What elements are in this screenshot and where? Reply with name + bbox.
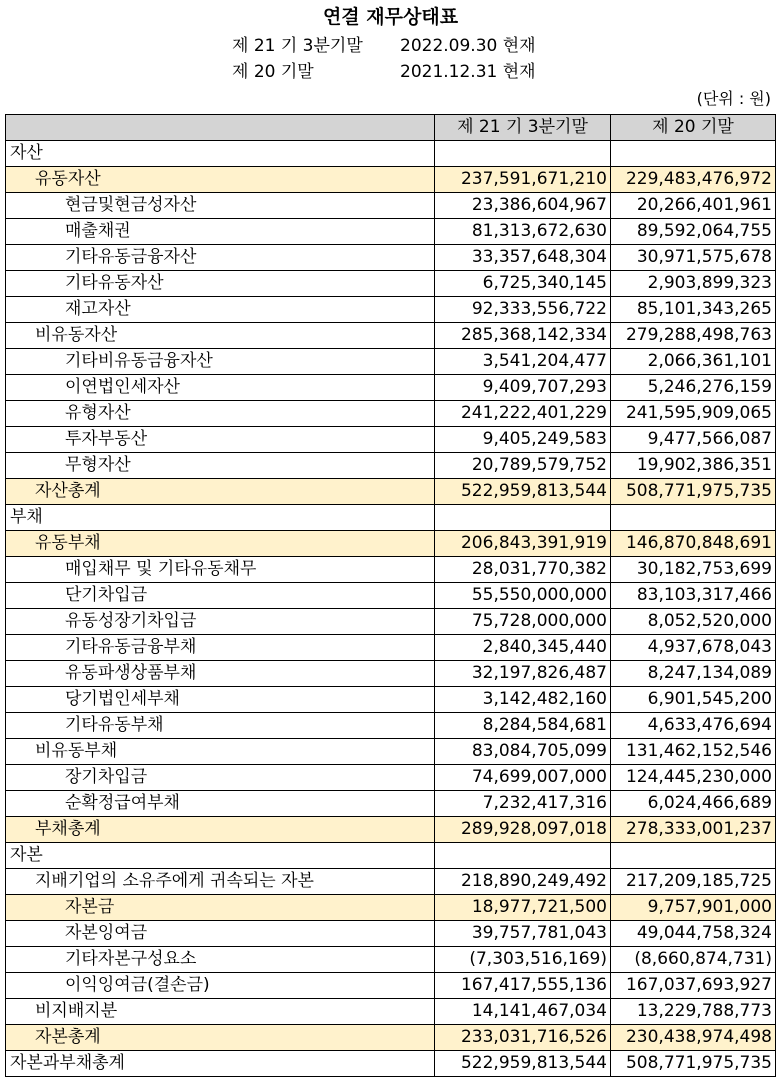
unit-label: (단위 : 원): [696, 89, 771, 108]
account-name: 투자부동산: [6, 427, 435, 453]
table-row: [6, 817, 776, 843]
current-period-amount: 23,386,604,967: [435, 193, 611, 219]
prior-period-amount: [611, 843, 776, 869]
current-period-amount: 285,368,142,334: [435, 323, 611, 349]
table-body: [6, 141, 776, 1077]
prior-period-amount: 5,246,276,159: [611, 375, 776, 401]
prior-period-amount: 4,937,678,043: [611, 635, 776, 661]
current-period-amount: 28,031,770,382: [435, 557, 611, 583]
current-period-amount: 20,789,579,752: [435, 453, 611, 479]
table-row: [6, 427, 776, 453]
balance-sheet-table: [5, 114, 776, 1077]
prior-period-amount: 241,595,909,065: [611, 401, 776, 427]
table-row: [6, 713, 776, 739]
prior-period-amount: (8,660,874,731): [611, 947, 776, 973]
account-name: 당기법인세부채: [6, 687, 435, 713]
prior-period-amount: 89,592,064,755: [611, 219, 776, 245]
period-current: [232, 34, 536, 58]
current-period-amount: 92,333,556,722: [435, 297, 611, 323]
current-period-amount: (7,303,516,169): [435, 947, 611, 973]
table-row: [6, 1025, 776, 1051]
table-row: [6, 921, 776, 947]
prior-period-amount: 19,902,386,351: [611, 453, 776, 479]
account-name: 자본: [6, 843, 435, 869]
account-name: 자본잉여금: [6, 921, 435, 947]
prior-period-amount: [611, 141, 776, 167]
prior-period-amount: 131,462,152,546: [611, 739, 776, 765]
account-name: 부채총계: [6, 817, 435, 843]
statement-title: 연결 재무상태표: [322, 6, 459, 28]
table-row: [6, 635, 776, 661]
table-row: [6, 687, 776, 713]
prior-period-amount: 83,103,317,466: [611, 583, 776, 609]
current-period-amount: 167,417,555,136: [435, 973, 611, 999]
account-name: 기타유동자산: [6, 271, 435, 297]
prior-period-amount: 8,052,520,000: [611, 609, 776, 635]
current-period-amount: 233,031,716,526: [435, 1025, 611, 1051]
prior-period-amount: 2,903,899,323: [611, 271, 776, 297]
account-name: 유동자산: [6, 167, 435, 193]
account-name: 비유동자산: [6, 323, 435, 349]
current-period-amount: 75,728,000,000: [435, 609, 611, 635]
prior-period-amount: 20,266,401,961: [611, 193, 776, 219]
account-name: 이익잉여금(결손금): [6, 973, 435, 999]
period-prior: [232, 60, 536, 84]
account-name: 단기차입금: [6, 583, 435, 609]
table-row: [6, 609, 776, 635]
account-name: 자본총계: [6, 1025, 435, 1051]
current-period-amount: 289,928,097,018: [435, 817, 611, 843]
account-name: 무형자산: [6, 453, 435, 479]
current-period-amount: 39,757,781,043: [435, 921, 611, 947]
current-period-amount: 6,725,340,145: [435, 271, 611, 297]
column-header-account: [6, 115, 435, 141]
prior-period-amount: 508,771,975,735: [611, 479, 776, 505]
current-period-amount: 8,284,584,681: [435, 713, 611, 739]
account-name: 비지배지분: [6, 999, 435, 1025]
account-name: 기타자본구성요소: [6, 947, 435, 973]
table-row: [6, 973, 776, 999]
table-row: [6, 531, 776, 557]
account-name: 장기차입금: [6, 765, 435, 791]
account-name: 이연법인세자산: [6, 375, 435, 401]
account-name: 유형자산: [6, 401, 435, 427]
current-period-amount: 237,591,671,210: [435, 167, 611, 193]
prior-period-amount: 13,229,788,773: [611, 999, 776, 1025]
table-row: [6, 583, 776, 609]
table-row: [6, 297, 776, 323]
table-row: [6, 167, 776, 193]
table-row: [6, 141, 776, 167]
prior-period-amount: 30,971,575,678: [611, 245, 776, 271]
prior-period-amount: 4,633,476,694: [611, 713, 776, 739]
account-name: 자산총계: [6, 479, 435, 505]
current-period-amount: 241,222,401,229: [435, 401, 611, 427]
account-name: 기타유동금융부채: [6, 635, 435, 661]
account-name: 부채: [6, 505, 435, 531]
prior-period-amount: 9,757,901,000: [611, 895, 776, 921]
table-row: [6, 271, 776, 297]
table-row: [6, 323, 776, 349]
table-row: [6, 245, 776, 271]
current-period-amount: 218,890,249,492: [435, 869, 611, 895]
account-name: 유동파생상품부채: [6, 661, 435, 687]
account-name: 지배기업의 소유주에게 귀속되는 자본: [6, 869, 435, 895]
prior-period-amount: 2,066,361,101: [611, 349, 776, 375]
prior-period-amount: 230,438,974,498: [611, 1025, 776, 1051]
table-row: [6, 453, 776, 479]
current-period-amount: [435, 505, 611, 531]
prior-period-amount: 167,037,693,927: [611, 973, 776, 999]
account-name: 기타유동부채: [6, 713, 435, 739]
current-period-amount: 18,977,721,500: [435, 895, 611, 921]
prior-period-amount: 8,247,134,089: [611, 661, 776, 687]
account-name: 자산: [6, 141, 435, 167]
table-row: [6, 505, 776, 531]
current-period-amount: 206,843,391,919: [435, 531, 611, 557]
account-name: 재고자산: [6, 297, 435, 323]
current-period-amount: 3,541,204,477: [435, 349, 611, 375]
prior-period-amount: 124,445,230,000: [611, 765, 776, 791]
prior-period-amount: 6,901,545,200: [611, 687, 776, 713]
current-period-amount: 83,084,705,099: [435, 739, 611, 765]
current-period-amount: 522,959,813,544: [435, 1051, 611, 1077]
current-period-amount: 14,141,467,034: [435, 999, 611, 1025]
table-header-row: [6, 115, 776, 141]
account-name: 매입채무 및 기타유동채무: [6, 557, 435, 583]
table-row: [6, 869, 776, 895]
prior-period-amount: 85,101,343,265: [611, 297, 776, 323]
current-period-amount: 7,232,417,316: [435, 791, 611, 817]
prior-period-amount: 30,182,753,699: [611, 557, 776, 583]
table-row: [6, 791, 776, 817]
table-row: [6, 479, 776, 505]
table-row: [6, 999, 776, 1025]
table-row: [6, 947, 776, 973]
account-name: 유동부채: [6, 531, 435, 557]
prior-period-amount: 229,483,476,972: [611, 167, 776, 193]
table-row: [6, 661, 776, 687]
current-period-amount: 33,357,648,304: [435, 245, 611, 271]
table-row: [6, 765, 776, 791]
column-header-prior: 제 20 기말: [611, 115, 776, 141]
account-name: 자본금: [6, 895, 435, 921]
current-period-amount: 9,405,249,583: [435, 427, 611, 453]
current-period-amount: 2,840,345,440: [435, 635, 611, 661]
period-prior-date: 2021.12.31 현재: [400, 62, 536, 82]
account-name: 기타유동금융자산: [6, 245, 435, 271]
account-name: 순확정급여부채: [6, 791, 435, 817]
table-row: [6, 349, 776, 375]
account-name: 매출채권: [6, 219, 435, 245]
prior-period-amount: 6,024,466,689: [611, 791, 776, 817]
prior-period-amount: 146,870,848,691: [611, 531, 776, 557]
prior-period-amount: 49,044,758,324: [611, 921, 776, 947]
current-period-amount: 81,313,672,630: [435, 219, 611, 245]
account-name: 현금및현금성자산: [6, 193, 435, 219]
current-period-amount: 3,142,482,160: [435, 687, 611, 713]
period-current-date: 2022.09.30 현재: [400, 36, 536, 56]
current-period-amount: 74,699,007,000: [435, 765, 611, 791]
column-header-current: 제 21 기 3분기말: [435, 115, 611, 141]
prior-period-amount: 217,209,185,725: [611, 869, 776, 895]
table-row: [6, 895, 776, 921]
account-name: 기타비유동금융자산: [6, 349, 435, 375]
period-prior-label: 제 20 기말: [232, 62, 314, 82]
account-name: 자본과부채총계: [6, 1051, 435, 1077]
table-row: [6, 219, 776, 245]
table-row: [6, 739, 776, 765]
prior-period-amount: 279,288,498,763: [611, 323, 776, 349]
table-row: [6, 193, 776, 219]
current-period-amount: 522,959,813,544: [435, 479, 611, 505]
period-current-label: 제 21 기 3분기말: [232, 36, 363, 56]
table-row: [6, 375, 776, 401]
table-row: [6, 401, 776, 427]
account-name: 유동성장기차입금: [6, 609, 435, 635]
prior-period-amount: [611, 505, 776, 531]
current-period-amount: [435, 141, 611, 167]
account-name: 비유동부채: [6, 739, 435, 765]
prior-period-amount: 508,771,975,735: [611, 1051, 776, 1077]
current-period-amount: [435, 843, 611, 869]
table-row: [6, 1051, 776, 1077]
current-period-amount: 9,409,707,293: [435, 375, 611, 401]
table-row: [6, 557, 776, 583]
current-period-amount: 32,197,826,487: [435, 661, 611, 687]
table-row: [6, 843, 776, 869]
prior-period-amount: 278,333,001,237: [611, 817, 776, 843]
current-period-amount: 55,550,000,000: [435, 583, 611, 609]
prior-period-amount: 9,477,566,087: [611, 427, 776, 453]
